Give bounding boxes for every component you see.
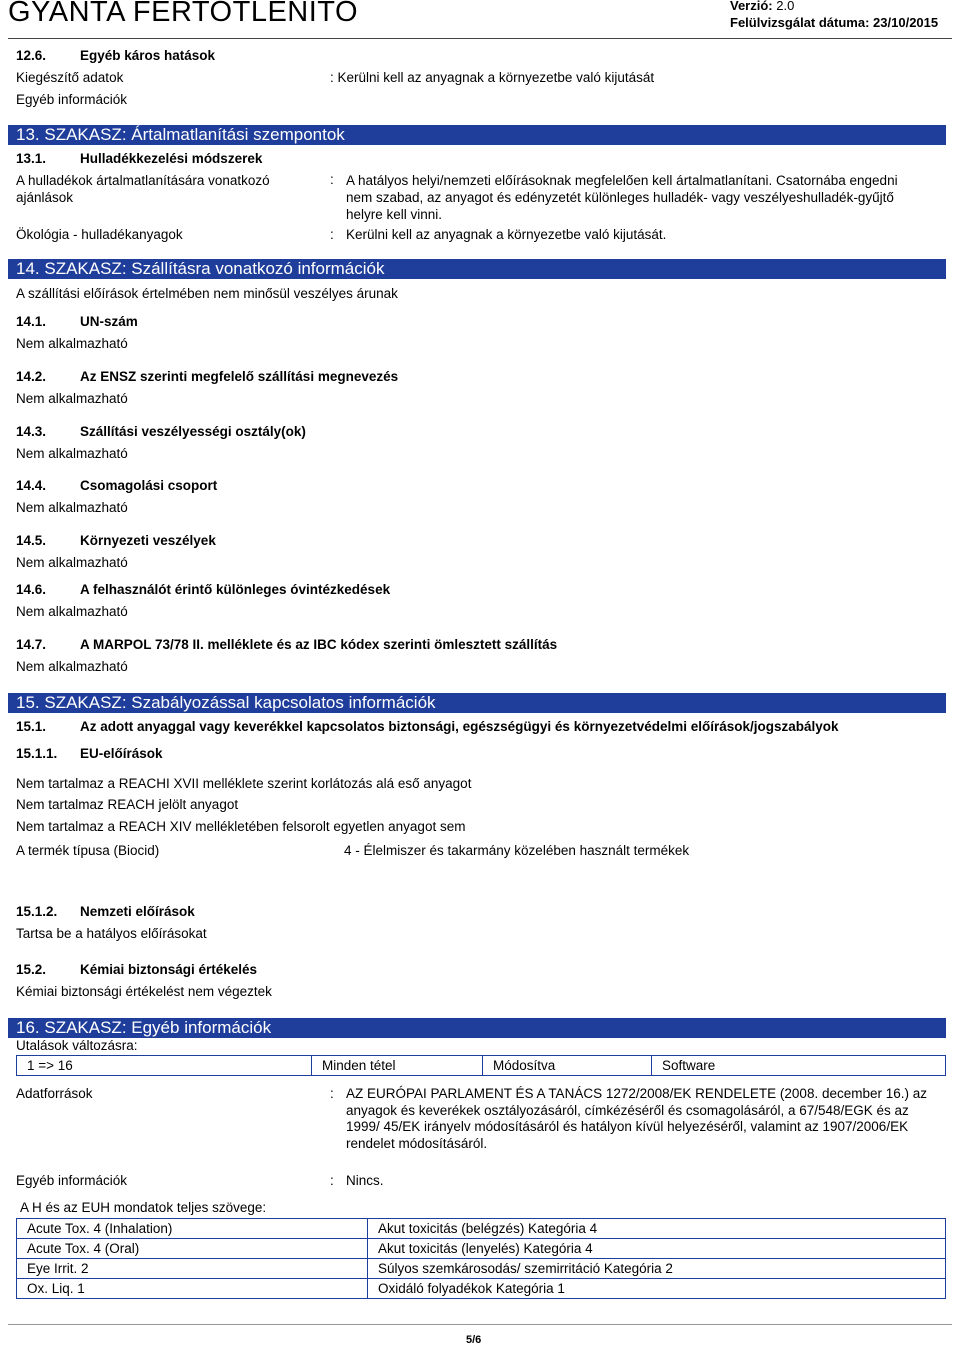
- section-14-5-value: Nem alkalmazható: [16, 555, 128, 570]
- table-cell: Oxidáló folyadékok Kategória 1: [368, 1279, 946, 1299]
- table-cell: Akut toxicitás (belégzés) Kategória 4: [368, 1219, 946, 1239]
- disposal-rec-value: A hatályos helyi/nemzeti előírásoknak megfelelően kell ártalmatlanítani. Csatornába engedni nem szabad, az anyagot és edényzetét különleges hulladék- vagy veszélyeshulladék-gyűjtő helyre kell vinni.: [346, 173, 898, 222]
- colon: :: [330, 172, 334, 187]
- version-label: Verzió:: [730, 0, 773, 13]
- eco-waste-label: Ökológia - hulladékanyagok: [16, 227, 183, 242]
- table-row: [17, 1259, 946, 1279]
- changes-table: [16, 1055, 946, 1076]
- section-14-2-heading: 14.2. Az ENSZ szerinti megfelelő szállítási megnevezés: [16, 369, 399, 384]
- section-14-4-value: Nem alkalmazható: [16, 500, 128, 515]
- sources-value: AZ EURÓPAI PARLAMENT ÉS A TANÁCS 1272/2008/EK RENDELETE (2008. december 16.) az anyagok és keverékek osztályozásáról, címkézéséről és csomagolásáról, a 67/548/EGK és az 1999/ 45/EK irányelv módosításáról és hatályon kívül helyezéséről, valamint az 1907/2006/EK rendelet módosításáról.: [346, 1086, 928, 1151]
- eco-waste-value: Kerülni kell az anyagnak a környezetbe való kijutását.: [346, 227, 667, 242]
- h-statements-label: A H és az EUH mondatok teljes szövege:: [20, 1200, 267, 1215]
- version-value: 2.0: [776, 0, 795, 13]
- section-14-2-value: Nem alkalmazható: [16, 391, 128, 406]
- reach-candidate-line: Nem tartalmaz REACH jelölt anyagot: [16, 797, 239, 812]
- section-14-1-heading: 14.1. UN-szám: [16, 314, 138, 329]
- other-info-label: Egyéb információk: [16, 1173, 128, 1188]
- section-14-3-heading: 14.3. Szállítási veszélyességi osztály(ok): [16, 424, 306, 439]
- product-type-value: 4 - Élelmiszer és takarmány közelében használt termékek: [344, 843, 690, 858]
- section-15-bar: 15. SZAKASZ: Szabályozással kapcsolatos információk: [8, 693, 946, 713]
- footer-divider: [8, 1324, 952, 1325]
- table-cell: 1 => 16: [17, 1056, 312, 1076]
- header-divider: [8, 38, 952, 39]
- table-row: [17, 1056, 946, 1076]
- reach-xvii-line: Nem tartalmaz a REACHI XVII melléklete szerint korlátozás alá eső anyagot: [16, 776, 472, 791]
- transport-intro: A szállítási előírások értelmében nem minősül veszélyes árunak: [16, 286, 398, 301]
- page-number: 5/6: [466, 1334, 482, 1346]
- document-title: GYANTA FERTOTLENITO: [8, 0, 359, 28]
- review-label: Felülvizsgálat dátuma:: [730, 15, 870, 30]
- table-cell: Ox. Liq. 1: [17, 1279, 368, 1299]
- colon: :: [330, 1173, 334, 1188]
- extra-data-label: Kiegészítő adatok: [16, 70, 124, 85]
- section-14-6-value: Nem alkalmazható: [16, 604, 128, 619]
- section-14-5-heading: 14.5. Környezeti veszélyek: [16, 533, 216, 548]
- table-cell: Minden tétel: [312, 1056, 483, 1076]
- table-cell: Software: [652, 1056, 946, 1076]
- section-13-1-heading: 13.1. Hulladékkezelési módszerek: [16, 151, 263, 166]
- disposal-rec-label: A hulladékok ártalmatlanítására vonatkozó ajánlások: [16, 173, 270, 205]
- reach-xiv-line: Nem tartalmaz a REACH XIV mellékletében felsorolt egyetlen anyagot sem: [16, 819, 466, 834]
- section-16-bar: 16. SZAKASZ: Egyéb információk: [8, 1018, 946, 1038]
- section-14-6-heading: 14.6. A felhasználót érintő különleges óvintézkedések: [16, 582, 391, 597]
- other-info-label: Egyéb információk: [16, 92, 128, 107]
- section-14-7-heading: 14.7. A MARPOL 73/78 II. melléklete és az IBC kódex szerinti ömlesztett szállítás: [16, 637, 558, 652]
- national-rules-value: Tartsa be a hatályos előírásokat: [16, 926, 207, 941]
- table-cell: Eye Irrit. 2: [17, 1259, 368, 1279]
- colon: :: [330, 1086, 334, 1101]
- extra-data-value: : Kerülni kell az anyagnak a környezetbe való kijutását: [330, 70, 655, 85]
- h-statements-table: [16, 1218, 946, 1299]
- product-type-label: A termék típusa (Biocid): [16, 843, 160, 858]
- table-cell: Módosítva: [483, 1056, 652, 1076]
- table-row: [17, 1279, 946, 1299]
- section-13-bar: 13. SZAKASZ: Ártalmatlanítási szempontok: [8, 125, 946, 145]
- section-15-1-heading: 15.1. Az adott anyaggal vagy keverékkel kapcsolatos biztonsági, egészségügyi és környezetvédelmi előírások/jogszabályok: [16, 719, 839, 734]
- version-block: [730, 0, 940, 30]
- other-info-value: Nincs.: [346, 1173, 384, 1188]
- table-row: [17, 1239, 946, 1259]
- chemical-safety-value: Kémiai biztonsági értékelést nem végeztek: [16, 984, 272, 999]
- section-14-1-value: Nem alkalmazható: [16, 336, 128, 351]
- colon: :: [330, 227, 334, 242]
- section-14-4-heading: 14.4. Csomagolási csoport: [16, 478, 218, 493]
- changes-label: Utalások változásra:: [16, 1038, 138, 1053]
- section-12-6-heading: 12.6. Egyéb káros hatások: [16, 48, 216, 63]
- section-15-2-heading: 15.2. Kémiai biztonsági értékelés: [16, 962, 258, 977]
- section-14-bar: 14. SZAKASZ: Szállításra vonatkozó információk: [8, 259, 946, 279]
- section-14-7-value: Nem alkalmazható: [16, 659, 128, 674]
- review-value: 23/10/2015: [873, 15, 939, 30]
- sources-label: Adatforrások: [16, 1086, 93, 1101]
- table-cell: Súlyos szemkárosodás/ szemirritáció Kategória 2: [368, 1259, 946, 1279]
- table-row: [17, 1219, 946, 1239]
- section-14-3-value: Nem alkalmazható: [16, 446, 128, 461]
- table-cell: Akut toxicitás (lenyelés) Kategória 4: [368, 1239, 946, 1259]
- table-cell: Acute Tox. 4 (Inhalation): [17, 1219, 368, 1239]
- section-15-1-2-heading: 15.1.2. Nemzeti előírások: [16, 904, 195, 919]
- section-15-1-1-heading: 15.1.1. EU-előírások: [16, 746, 163, 761]
- table-cell: Acute Tox. 4 (Oral): [17, 1239, 368, 1259]
